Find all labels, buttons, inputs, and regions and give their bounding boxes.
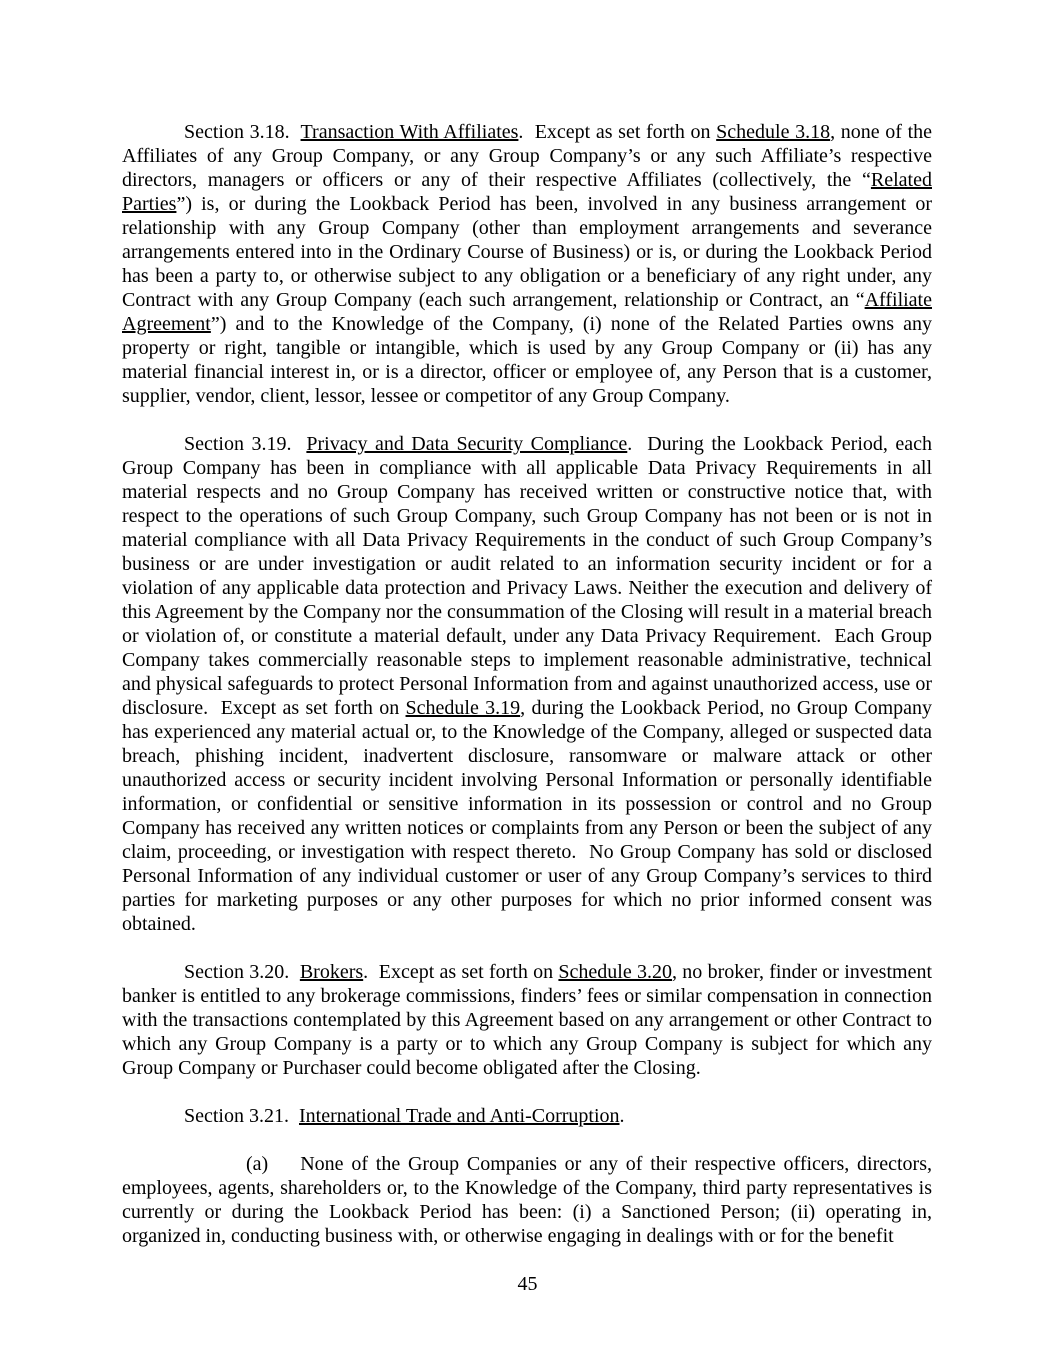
paragraph-section-3-21-a [122,1152,932,1248]
text-segment: (a) [246,1153,269,1175]
paragraph-section-3-20 [122,960,932,1080]
text-segment: Section 3.19. [184,433,307,455]
text-segment: . Except as set forth on [363,961,559,983]
underlined-text: Schedule 3.19 [405,697,521,719]
underlined-text: International Trade and Anti-Corruption [299,1105,620,1127]
text-segment: , during the Lookback Period, no Group Company has experienced any material actual or, to the Knowledge of the Company, alleged or suspected data breach, phishing incident, inadvertent disclosure, ransomware or malware attack or other unauthorized access or security incident involving Personal Information or personally identifiable information, or confidential or sensitive information in its possession or control and no Group Company has received any written notices or complaints from any Person or been the subject of any claim, proceeding, or investigation with respect thereto. No Group Company has sold or disclosed Personal Information of any individual customer or user of any Group Company’s services to third parties for marketing purposes or any other purposes for which no prior informed consent was obtained. [122,697,933,935]
underlined-text: Schedule 3.20 [558,961,673,983]
paragraph-section-3-18 [122,120,932,408]
text-segment: ”) is, or during the Lookback Period has been, involved in any business arrangement or relationship with any Group Company (other than employment arrangements and severance arrangements entered into in the Ordinary Course of Business) or is, or during the Lookback Period has been a party to, or otherwise subject to any obligation or a beneficiary of any right under, any Contract with any Group Company (each such arrangement, relationship or Contract, an “ [122,193,932,311]
underlined-text: Brokers [299,961,364,983]
paragraph-section-3-19 [122,432,932,936]
text-segment: , none of the Affiliates of any Group Company, or any Group Company’s or any such Affiliate’s respective directors, managers or officers or any of their respective Affiliates (collectively, the “ [122,121,933,191]
underlined-text: Privacy and Data Security Compliance [306,433,628,455]
text-segment: None of the Group Companies or any of their respective officers, directors, employees, agents, shareholders or, to the Knowledge of the Company, third party representatives is currently or during the Lookback Period has been: (i) a Sanctioned Person; (ii) operating in, organized in, conducting business with, or otherwise engaging in dealings with or for the benefit [122,1153,932,1247]
underlined-text: Related Parties [122,169,932,215]
text-segment: Section 3.18. [184,121,301,143]
text-segment: . [619,1105,625,1127]
text-segment: Section 3.20. [184,961,300,983]
paragraph-section-3-21 [122,1104,932,1128]
underlined-text: Transaction With Affiliates [300,121,519,143]
text-segment: . During the Lookback Period, each Group Company has been in compliance with all applicable Data Privacy Requirements in all material respects and no Group Company has received written or constructive notice that, with respect to the operations of such Group Company, such Group Company has not been or is not in material compliance with all Data Privacy Requirements in the conduct of such Group Company’s business or are under investigation or audit related to an information security incident or for a violation of any applicable data protection and Privacy Laws. Neither the execution and delivery of this Agreement by the Company nor the consummation of the Closing will result in a material breach or violation of, or constitute a material default, under any Data Privacy Requirement. Each Group Company takes commercially reasonable steps to implement reasonable administrative, technical and physical safeguards to protect Personal Information from and against unauthorized access, use or disclosure. Except as set forth on [122,433,932,719]
text-segment: Section 3.21. [184,1105,299,1127]
underlined-text: Schedule 3.18 [716,121,831,143]
text-segment: , no broker, finder or investment banker is entitled to any brokerage commissions, finders’ fees or similar compensation in connection with the transactions contemplated by this Agreement based on any arrangement or other Contract to which any Group Company is a party or to which any Group Company is subject for which any Group Company or Purchaser could become obligated after the Closing. [122,961,932,1079]
text-segment: . Except as set forth on [518,121,717,143]
text-segment: ”) and to the Knowledge of the Company, (i) none of the Related Parties owns any property or right, tangible or intangible, which is used by any Group Company or (ii) has any material financial interest in, or is a director, officer or employee of, any Person that is a customer, supplier, vendor, client, lessor, lessee or competitor of any Group Company. [122,313,932,407]
underlined-text: Affiliate Agreement [122,289,932,335]
page-number: 45 [517,1273,538,1295]
page-content [122,120,932,1272]
